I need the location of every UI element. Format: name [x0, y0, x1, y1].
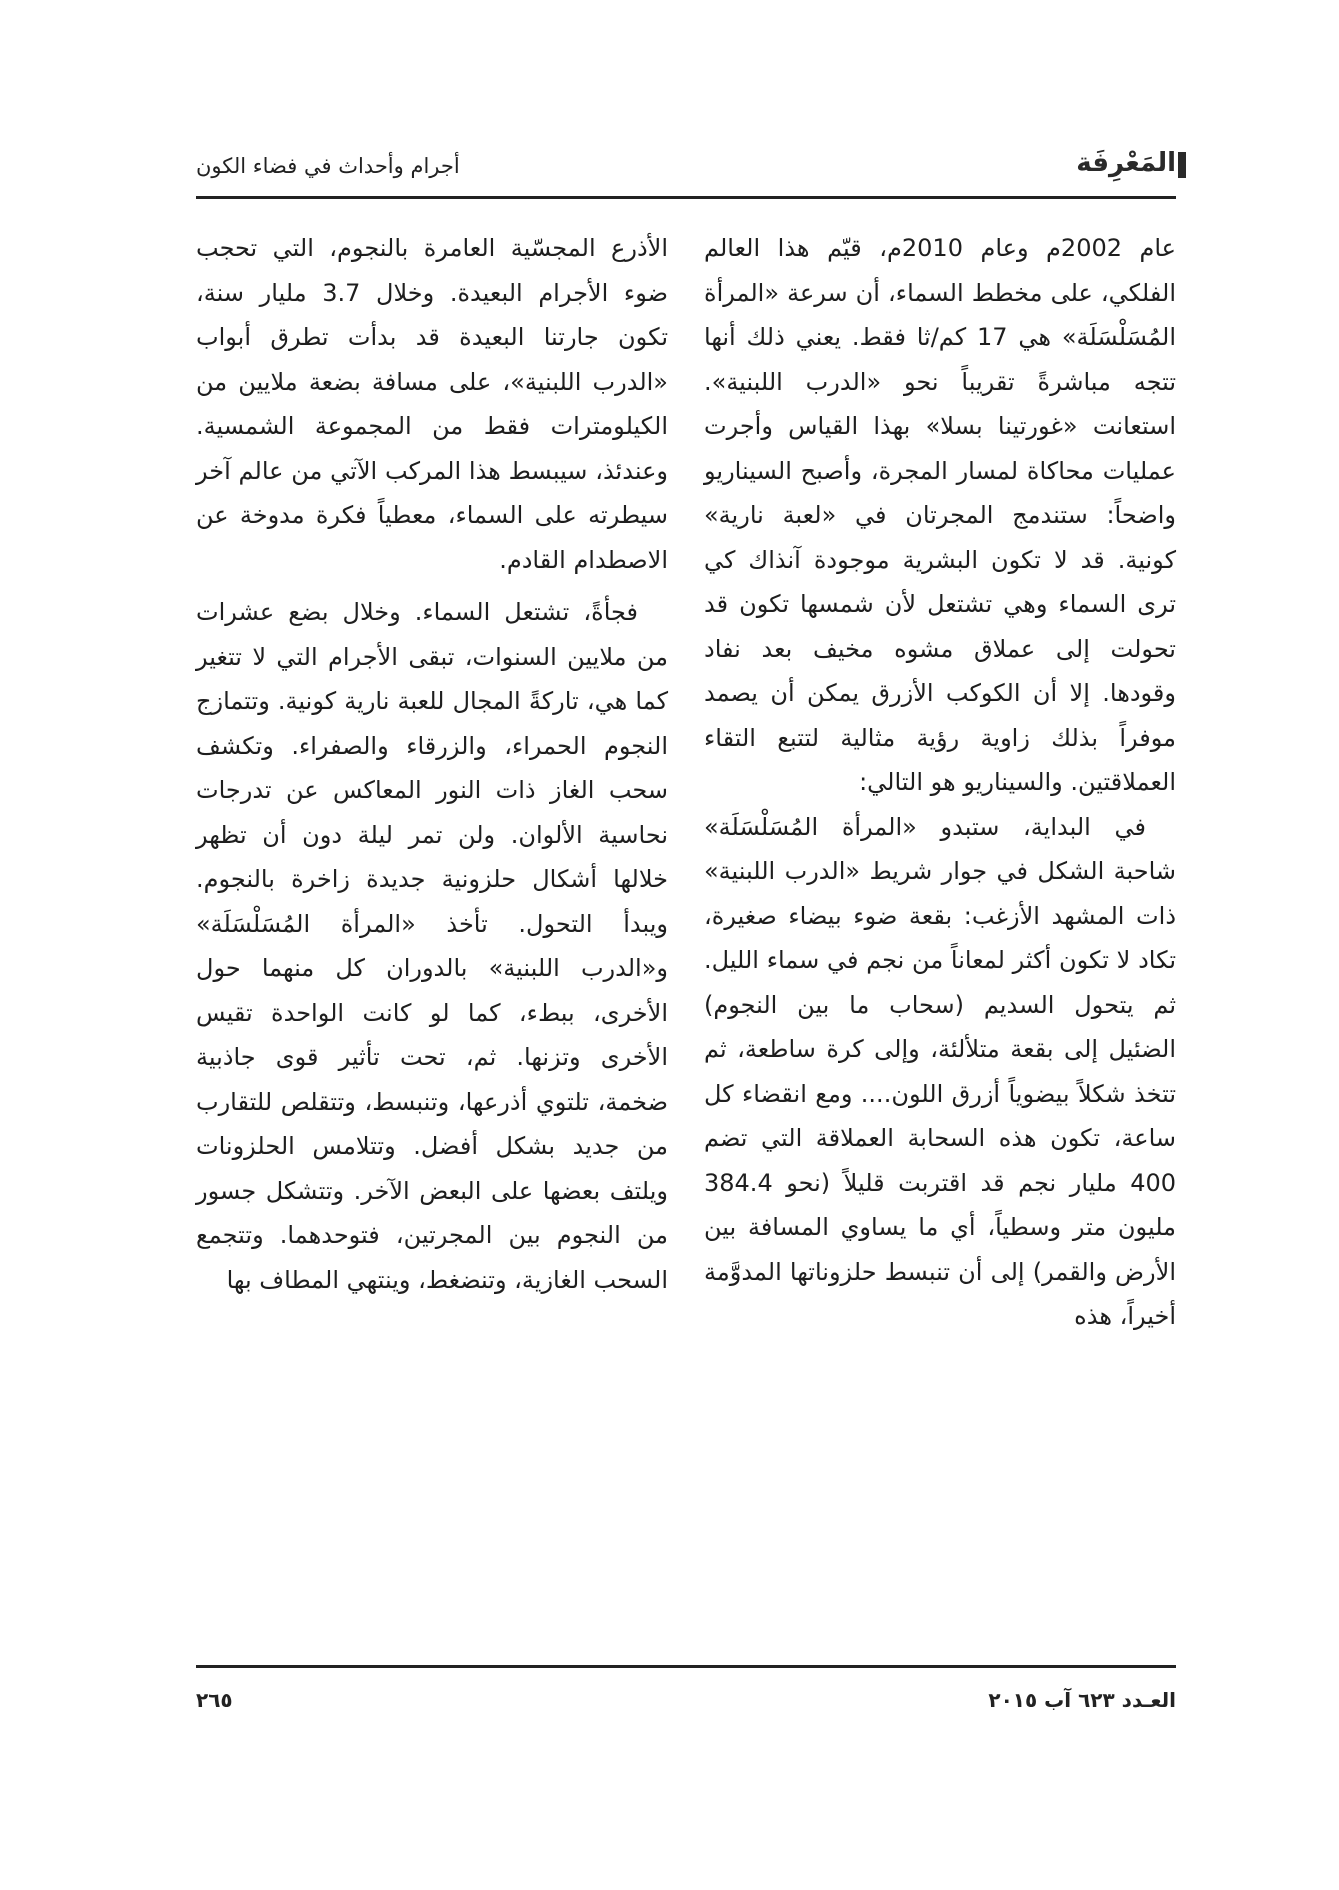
paragraph: الأذرع المجسّية العامرة بالنجوم، التي تحجب ضوء الأجرام البعيدة. وخلال 3.7 مليار سنة، تكون جارتنا البعيدة قد بدأت تطرق أبواب «الدرب اللبنية»، على مسافة بضعة ملايين من الكيلومترات فقط من المجموعة الشمسية. وعندئذ، سيبسط هذا المركب الآتي من عالم آخر سيطرته على السماء، معطياً فكرة مدوخة عن الاصطدام القادم. [196, 234, 668, 574]
running-title: أجرام وأحداث في فضاء الكون [196, 154, 460, 178]
issue-info: العـدد ٦٢٣ آب ٢٠١٥ [988, 1688, 1176, 1712]
paragraph: فجأةً، تشتعل السماء. وخلال بضع عشرات من ملايين السنوات، تبقى الأجرام التي لا تتغير كما هي، تاركةً المجال للعبة نارية كونية. وتتمازج النجوم الحمراء، والزرقاء والصفراء. وتكشف سحب الغاز ذات النور المعاكس عن تدرجات نحاسية الألوان. ولن تمر ليلة دون أن تظهر خلالها أشكال حلزونية جديدة زاخرة بالنجوم. ويبدأ التحول. تأخذ «المرأة المُسَلْسَلَة» و«الدرب اللبنية» بالدوران كل منهما حول الأخرى، ببطء، كما لو كانت الواحدة تقيس الأخرى وتزنها. ثم، تحت تأثير قوى جاذبية ضخمة، تلتوي أذرعها، وتنبسط، وتتقلص للتقارب من جديد بشكل أفضل. وتتلامس الحلزونات ويلتف بعضها على البعض الآخر. وتتشكل جسور من النجوم بين المجرتين، فتوحدهما. وتتجمع السحب الغازية، وتنضغط، وينتهي المطاف بها [196, 598, 668, 1294]
paragraph: في البداية، ستبدو «المرأة المُسَلْسَلَة» شاحبة الشكل في جوار شريط «الدرب اللبنية» ذات المشهد الأزغب: بقعة ضوء بيضاء صغيرة، تكاد لا تكون أكثر لمعاناً من نجم في سماء الليل. ثم يتحول السديم (سحاب ما بين النجوم) الضئيل إلى بقعة متلألئة، وإلى كرة ساطعة، ثم تتخذ شكلاً بيضوياً أزرق اللون.... ومع انقضاء كل ساعة، تكون هذه السحابة العملاقة التي تضم 400 مليار نجم قد اقتربت قليلاً (نحو 384.4 مليون متر وسطياً، أي ما يساوي المسافة بين الأرض والقمر) إلى أن تنبسط حلزوناتها المدوَّمة أخيراً، هذه [704, 812, 1176, 1330]
right-column [704, 226, 1176, 1339]
paragraph: عام 2002م وعام 2010م، قيّم هذا العالم الفلكي، على مخطط السماء، أن سرعة «المرأة المُسَلْسَلَة» هي 17 كم/ثا فقط. يعني ذلك أنها تتجه مباشرةً تقريباً نحو «الدرب اللبنية». استعانت «غورتينا بسلا» بهذا القياس وأجرت عمليات محاكاة لمسار المجرة، وأصبح السيناريو واضحاً: ستندمج المجرتان في «لعبة نارية» كونية. قد لا تكون البشرية موجودة آنذاك كي ترى السماء وهي تشتعل لأن شمسها تكون قد تحولت إلى عملاق مشوه مخيف بعد نفاد وقودها. إلا أن الكوكب الأزرق يمكن أن يصمد موفراً بذلك زاوية رؤية مثالية لتتبع التقاء العملاقتين. والسيناريو هو التالي: [704, 234, 1176, 796]
page-footer [196, 1688, 1176, 1728]
page-header [196, 148, 1176, 188]
footer-rule [196, 1665, 1176, 1668]
page-number: ٢٦٥ [196, 1688, 233, 1712]
magazine-logo: المَعْرِفَة [1076, 148, 1176, 178]
logo-bar [1178, 152, 1186, 178]
left-column [196, 226, 668, 1302]
header-rule [196, 196, 1176, 199]
